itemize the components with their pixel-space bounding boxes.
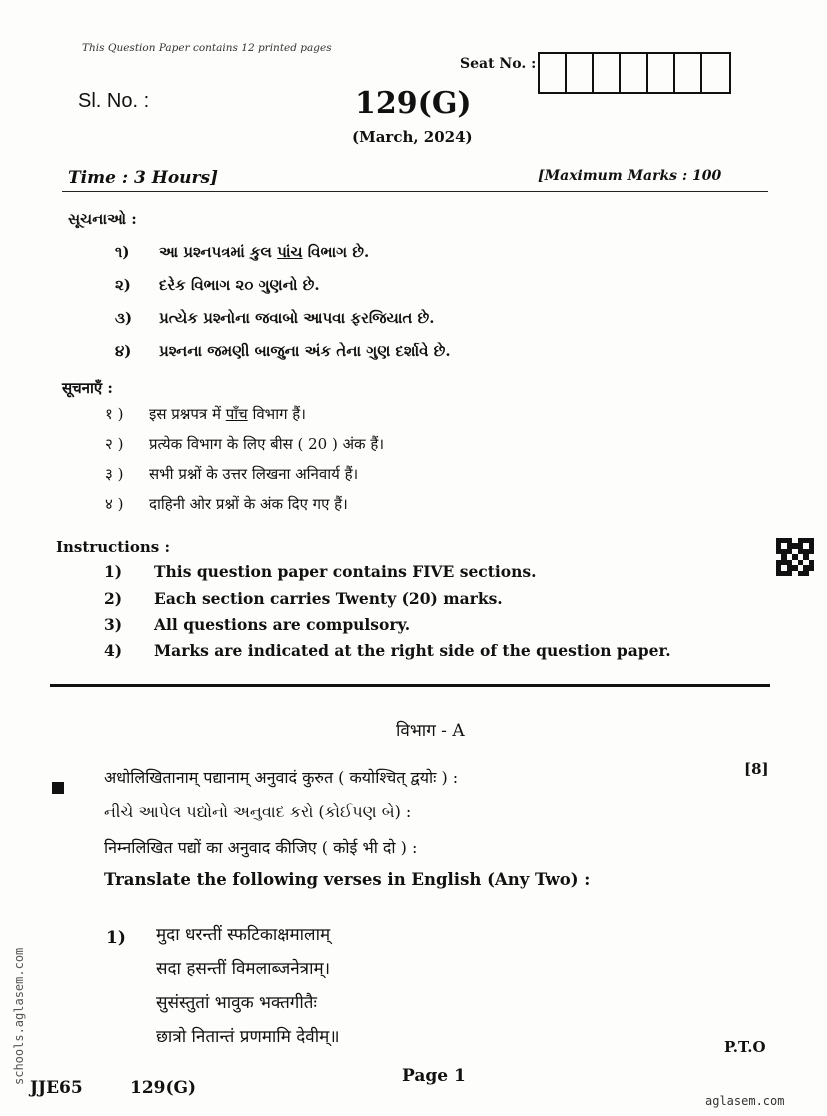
item-number: ३ ) (105, 465, 124, 483)
item-text: इस प्रश्नपत्र में (149, 405, 226, 423)
english-instruction-item (104, 589, 503, 608)
verse-line: सदा हसन्तीं विमलाब्जनेत्राम्। (156, 959, 331, 979)
verse-line: सुसंस्तुतां भावुक भक्तगीतैः (156, 993, 317, 1013)
seat-no-boxes (538, 52, 731, 94)
hindi-instruction-item (105, 494, 348, 514)
question-line-english: Translate the following verses in English (Any Two) : (104, 870, 591, 889)
item-number: ૧) (115, 243, 130, 261)
gujarati-instructions-heading: સૂચનાઓ : (68, 210, 137, 228)
item-text: વિભાગ છે. (302, 243, 370, 261)
seat-digit-box (621, 54, 648, 92)
maximum-marks: [Maximum Marks : 100 (538, 168, 722, 184)
item-number: 4) (104, 641, 123, 660)
item-text: Each section carries Twenty (20) marks. (154, 589, 503, 608)
verse-line: मुदा धरन्तीं स्फटिकाक्षमालाम् (156, 925, 331, 945)
item-text: This question paper contains FIVE sections. (154, 562, 537, 581)
item-text: પ્રત્યેક પ્રશ્નોના જવાબો આપવા ફરજિયાત છે. (159, 309, 435, 327)
english-instruction-item (104, 641, 671, 660)
pto-note: P.T.O (724, 1038, 766, 1056)
item-number: 1) (104, 562, 123, 581)
question-marks: [8] (744, 760, 769, 778)
hindi-instruction-item (105, 404, 306, 424)
question-line-sanskrit: अधोलिखितानाम् पद्यानाम् अनुवादं कुरुत ( कयोश्चित् द्वयोः ) : (104, 768, 459, 787)
hindi-instruction-item (105, 434, 384, 454)
item-text: પ્રશ્નના જમણી બાજુના અંક તેના ગુણ દર્શાવે છે. (159, 342, 451, 360)
item-number: ૩) (115, 309, 133, 327)
item-number: १ ) (105, 405, 124, 423)
item-text: दाहिनी ओर प्रश्नों के अंक दिए गए हैं। (149, 495, 348, 513)
item-text: દરેક વિભાગ ૨૦ ગુણનો છે. (159, 276, 320, 294)
english-instruction-item (104, 562, 537, 581)
gujarati-instruction-item (115, 342, 451, 360)
gujarati-instruction-item (115, 276, 320, 294)
seat-digit-box (648, 54, 675, 92)
question-line-gujarati: નીચે આપેલ પદ્યોનો અનુવાદ કરો (કોઈપણ બે) : (104, 802, 412, 821)
item-number: 2) (104, 589, 123, 608)
seat-digit-box (567, 54, 594, 92)
item-text: આ પ્રશ્નપત્રમાં કુલ (159, 243, 278, 261)
question-line-hindi: निम्नलिखित पद्यों का अनुवाद कीजिए ( कोई भी दो ) : (104, 838, 418, 857)
item-number: ४ ) (105, 495, 124, 513)
seat-no-label: Seat No. : (460, 56, 537, 72)
seat-digit-box (702, 54, 729, 92)
item-text-underlined: पाँच (225, 405, 248, 423)
verse-line: छात्रो नितान्तं प्रणमामि देवीम्॥ (156, 1027, 340, 1047)
item-number: २ ) (105, 435, 124, 453)
question-bullet-icon (52, 782, 64, 794)
qr-code-icon (776, 538, 814, 576)
section-title: विभाग - A (396, 721, 465, 741)
item-number: ૪) (115, 342, 132, 360)
paper-code: 129(G) (355, 86, 472, 121)
seat-digit-box (594, 54, 621, 92)
hindi-instruction-item (105, 464, 358, 484)
footer-paper-code: 129(G) (130, 1078, 197, 1098)
seat-digit-box (540, 54, 567, 92)
section-divider (50, 684, 770, 687)
item-number: ૨) (115, 276, 131, 294)
verse-number: 1) (106, 928, 126, 948)
item-text: All questions are compulsory. (154, 615, 411, 634)
header-divider (62, 191, 768, 192)
gujarati-instruction-item (115, 243, 369, 261)
english-instruction-item (104, 615, 410, 634)
page-number: Page 1 (402, 1066, 466, 1086)
item-text: विभाग हैं। (247, 405, 306, 423)
item-text-underlined: પાંચ (277, 243, 303, 261)
item-text: Marks are indicated at the right side of the question paper. (154, 641, 671, 660)
serial-no-label: Sl. No. : (78, 90, 150, 112)
seat-digit-box (675, 54, 702, 92)
footer-code: JJE65 (30, 1078, 83, 1098)
printed-pages-note: This Question Paper contains 12 printed pages (82, 42, 332, 54)
item-text: सभी प्रश्नों के उत्तर लिखना अनिवार्य हैं। (149, 465, 359, 483)
hindi-instructions-heading: सूचनाएँ : (62, 379, 113, 397)
english-instructions-heading: Instructions : (56, 538, 170, 556)
item-number: 3) (104, 615, 123, 634)
time-allowed: Time : 3 Hours] (68, 168, 219, 188)
side-watermark: schools.aglasem.com (12, 947, 26, 1085)
exam-date: (March, 2024) (352, 128, 473, 146)
bottom-watermark: aglasem.com (705, 1094, 785, 1108)
gujarati-instruction-item (115, 309, 434, 327)
item-text: प्रत्येक विभाग के लिए बीस ( 20 ) अंक हैं। (149, 435, 384, 453)
